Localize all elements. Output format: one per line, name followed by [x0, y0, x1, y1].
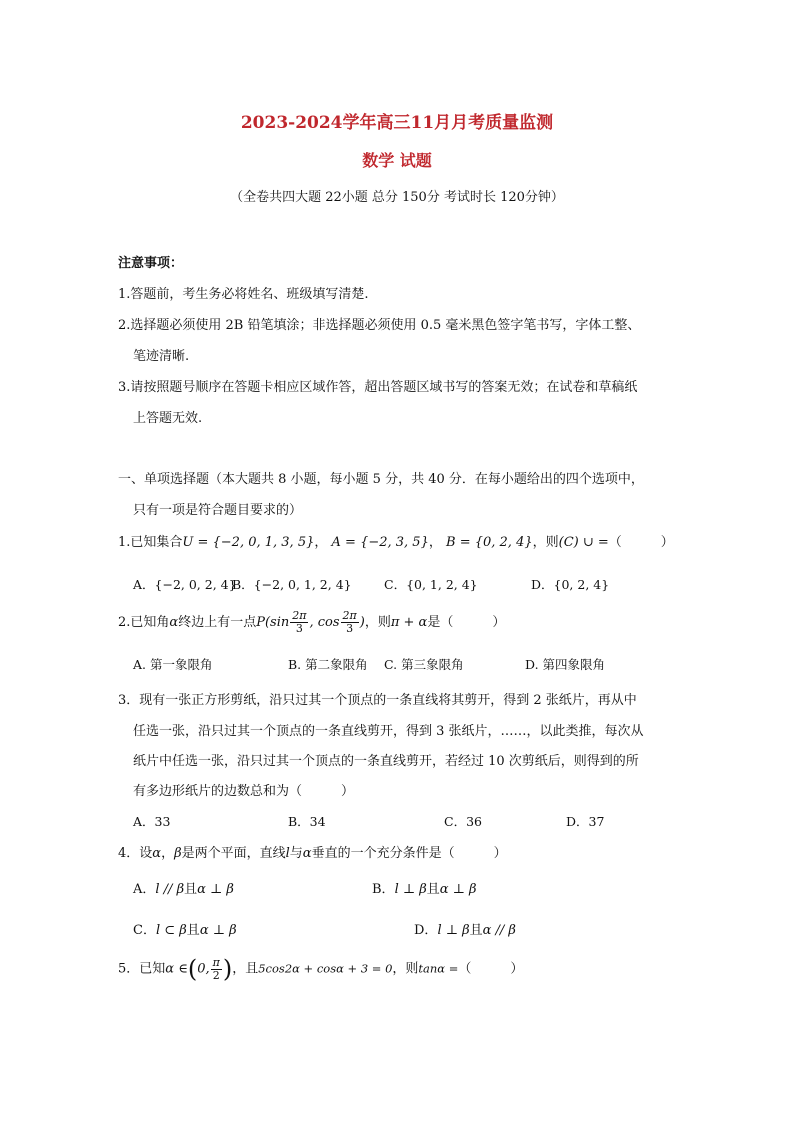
- note-item-2-line-1: 2.选择题必须使用 2B 铅笔填涂；非选择题必须使用 0.5 毫米黑色签字笔书写，字体工整、: [118, 318, 641, 333]
- q2-fraction-1: [290, 610, 308, 635]
- page-title: 2023-2024学年高三11月月考质量监测: [240, 113, 554, 133]
- section-1-heading-line-1: 一、单项选择题（本大题共 8 小题，每小题 5 分，共 40 分．在每小题给出的四个选项中，: [118, 472, 644, 487]
- q1-option-c: C．{0, 1, 2, 4}: [384, 577, 478, 592]
- q5-fraction: [211, 957, 222, 982]
- question-4: [118, 842, 507, 861]
- q5-alpha-in: α ∈: [165, 961, 188, 977]
- q4-option-c-part-3: α ⊥ β: [199, 923, 237, 938]
- q4-option-b-part-3: α ⊥ β: [439, 882, 477, 897]
- notes-heading: 注意事项：: [118, 256, 184, 271]
- q1-sep-2: ，: [428, 535, 442, 550]
- subject-title: 数学 试题: [362, 151, 432, 170]
- q4-option-c-part-1: l ⊂ β: [155, 923, 187, 938]
- q4-option-d-part-1: l ⊥ β: [437, 923, 470, 938]
- section-1-heading-line-2: 只有一项是符合题目要求的）: [133, 503, 303, 518]
- q2-suffix: 是（ ）: [427, 615, 506, 630]
- q5-zero: 0,: [197, 961, 210, 977]
- note-item-3-line-1: 3.请按照题号顺序在答题卡相应区域作答，超出答题区域书写的答案无效；在试卷和草稿纸: [118, 380, 638, 395]
- q4-beta: β: [174, 846, 182, 861]
- q2-expression: π + α: [390, 615, 428, 630]
- q4-option-a-part-3: α ⊥ β: [197, 882, 234, 897]
- q2-prefix: 2.已知角: [118, 615, 170, 630]
- q4-option-d-part-2: 且: [469, 923, 483, 938]
- q2-point-open: P(sin: [256, 615, 290, 630]
- q4-option-d-part-3: α // β: [482, 923, 516, 938]
- question-1: [118, 531, 674, 550]
- q1-prefix: 1.已知集合: [118, 535, 183, 550]
- q4-option-d: [414, 919, 516, 938]
- q4-option-a-part-1: l // β: [155, 882, 185, 897]
- q4-sep: ，: [161, 846, 175, 861]
- q1-option-d: D．{0, 2, 4}: [531, 577, 610, 592]
- q4-option-a-part-2: 且: [184, 882, 198, 897]
- q2-option-c: C. 第三象限角: [384, 657, 464, 672]
- q3-line-3: 纸片中任选一张，沿只过其一个顶点的一条直线剪开，若经过 10 次剪纸后，则得到的所: [133, 754, 639, 769]
- question-5: [118, 955, 523, 983]
- q2-frac-1-denominator: 3: [295, 622, 303, 635]
- q4-option-b-part-1: l ⊥ β: [394, 882, 427, 897]
- q2-alpha: α: [169, 615, 179, 630]
- note-item-2-line-2: 笔迹清晰.: [133, 349, 190, 364]
- q3-option-d: D．37: [566, 814, 605, 829]
- q4-alpha-2: α: [302, 846, 312, 861]
- q3-line-4: 有多边形纸片的边数总和为（ ）: [133, 784, 355, 799]
- q5-right-paren: ): [222, 955, 233, 983]
- q4-mid-1: 是两个平面，直线: [181, 846, 286, 861]
- q4-option-a-label: A．: [133, 882, 156, 897]
- q1-option-b: B．{−2, 0, 1, 2, 4}: [232, 577, 352, 592]
- q1-set-u: U = {−2, 0, 1, 3, 5}: [182, 535, 315, 550]
- q5-frac-numerator: π: [212, 955, 220, 969]
- q5-prefix: 5．已知: [118, 961, 166, 977]
- q2-frac-2-denominator: 3: [346, 622, 354, 635]
- q2-option-a: A. 第一象限角: [133, 657, 213, 672]
- q4-option-b-part-2: 且: [426, 882, 440, 897]
- question-2: [118, 610, 505, 635]
- q5-mid-2: ，则: [392, 961, 419, 977]
- q4-mid-2: 与: [289, 846, 303, 861]
- q3-option-b: B．34: [288, 814, 326, 829]
- q3-line-1: 3．现有一张正方形剪纸，沿只过其一个顶点的一条直线将其剪开，得到 2 张纸片，再从中: [118, 693, 637, 708]
- q2-mid-2: ，则: [364, 615, 391, 630]
- q4-option-d-label: D．: [414, 923, 438, 938]
- q3-option-a: A．33: [133, 814, 171, 829]
- q2-frac-2-numerator: 2π: [342, 609, 357, 622]
- q2-comma-cos: , cos: [309, 615, 340, 630]
- q5-mid-1: ，且: [232, 961, 259, 977]
- q1-suffix: （ ）: [608, 535, 674, 550]
- q5-frac-denominator: 2: [212, 968, 220, 982]
- q4-option-a: [133, 878, 234, 897]
- exam-description: （全卷共四大题 22小题 总分 150分 考试时长 120分钟）: [230, 190, 564, 205]
- q1-set-a: A = {−2, 3, 5}: [331, 535, 429, 550]
- q2-fraction-2: [341, 610, 359, 635]
- q4-suffix: 垂直的一个充分条件是（ ）: [311, 846, 507, 861]
- q1-mid: ，则: [532, 535, 559, 550]
- q3-option-c: C．36: [444, 814, 482, 829]
- q5-left-paren: (: [187, 955, 198, 983]
- q4-line-l: l: [285, 846, 290, 861]
- q5-tan: tanα =: [418, 961, 459, 976]
- q2-frac-1-numerator: 2π: [292, 609, 307, 622]
- q1-option-a: A．{−2, 0, 2, 4}: [133, 577, 237, 592]
- q2-option-d: D. 第四象限角: [525, 657, 606, 672]
- q1-sep-1: ，: [314, 535, 328, 550]
- q4-option-c-part-2: 且: [186, 923, 200, 938]
- q4-option-b: [372, 878, 477, 897]
- q4-option-b-label: B．: [372, 882, 395, 897]
- note-item-3-line-2: 上答题无效.: [133, 411, 203, 426]
- q2-point-close: ): [359, 615, 365, 630]
- q3-line-2: 任选一张，沿只过其一个顶点的一条直线剪开，得到 3 张纸片，……，以此类推，每次从: [133, 724, 644, 739]
- q1-set-b: B = {0, 2, 4}: [446, 535, 533, 550]
- q5-suffix: （ ）: [458, 961, 524, 977]
- q5-equation: 5cos2α + cosα + 3 = 0: [258, 961, 393, 976]
- q4-option-c: [133, 919, 237, 938]
- q4-option-c-label: C．: [133, 923, 156, 938]
- q2-option-b: B. 第二象限角: [288, 657, 368, 672]
- note-item-1: 1.答题前，考生务必将姓名、班级填写清楚.: [118, 287, 369, 302]
- q4-alpha: α: [152, 846, 162, 861]
- q4-prefix: 4．设: [118, 846, 153, 861]
- q2-mid-1: 终边上有一点: [178, 615, 257, 630]
- q1-expression: (C) ∪ =: [558, 535, 609, 550]
